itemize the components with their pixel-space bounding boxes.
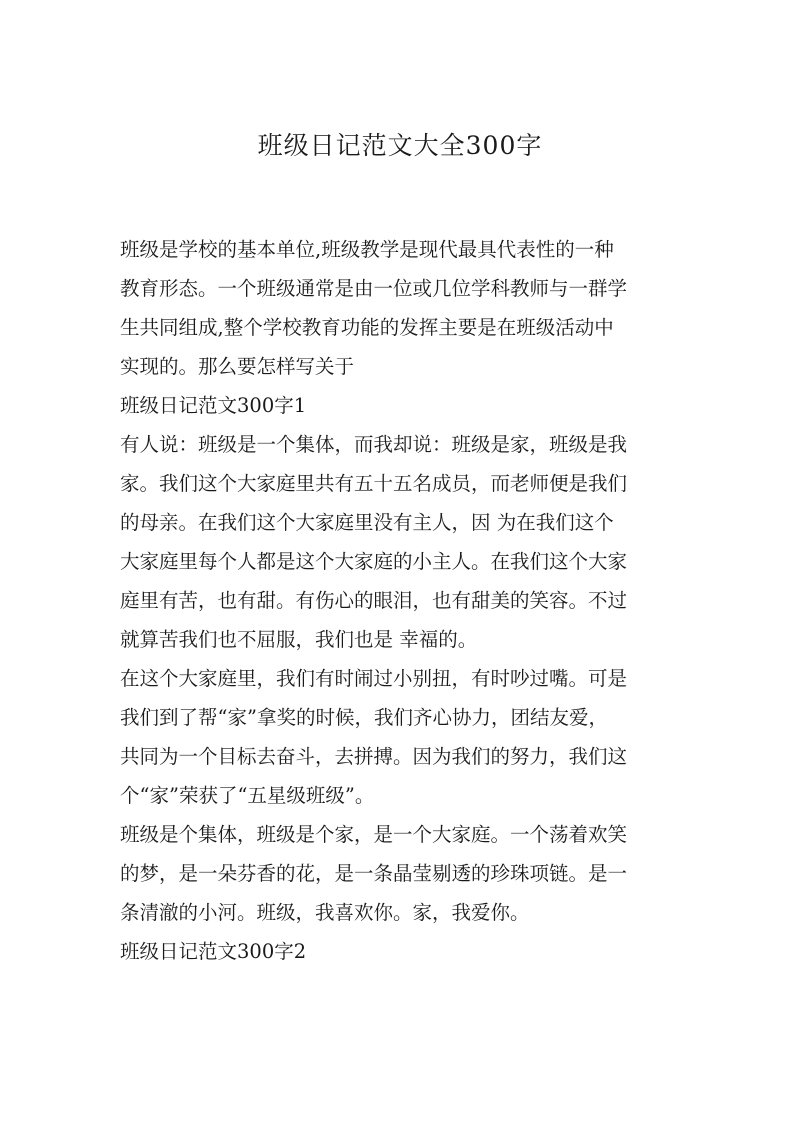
text-line: 我们到了帮“家”拿奖的时候，我们齐心协力，团结友爱， xyxy=(120,706,608,729)
document-body xyxy=(120,230,685,971)
text-line: 共同为一个目标去奋斗，去拼搏。因为我们的努力，我们这 xyxy=(120,745,628,768)
text-line: 就算苦我们也不屈服，我们也是 幸福的。 xyxy=(120,628,478,651)
text-line: 有人说：班级是一个集体，而我却说：班级是家，班级是我 xyxy=(120,433,628,456)
text-line: 条清澈的小河。班级，我喜欢你。家，我爱你。 xyxy=(120,901,530,924)
text-line: 大家庭里每个人都是这个大家庭的小主人。在我们这个大家 xyxy=(120,550,628,573)
text-line: 班级是个集体，班级是个家，是一个大家庭。一个荡着欢笑 xyxy=(120,823,628,846)
section-heading-2: 班级日记范文300字2 xyxy=(120,940,307,963)
text-line: 个“家”荣获了“五星级班级”。 xyxy=(120,784,375,807)
text-line: 生共同组成,整个学校教育功能的发挥主要是在班级活动中 xyxy=(120,316,614,339)
document-title: 班级日记范文大全300字 xyxy=(257,131,543,160)
section-heading-1: 班级日记范文300字1 xyxy=(120,394,307,417)
text-line: 班级是学校的基本单位,班级教学是现代最具代表性的一种 xyxy=(120,238,614,261)
text-line: 教育形态。一个班级通常是由一位或几位学科教师与一群学 xyxy=(120,277,628,300)
text-line: 的梦，是一朵芬香的花，是一条晶莹剔透的珍珠项链。是一 xyxy=(120,862,628,885)
text-line: 实现的。那么要怎样写关于 xyxy=(120,355,355,378)
text-line: 的母亲。在我们这个大家庭里没有主人，因 为在我们这个 xyxy=(120,511,614,534)
text-line: 家。我们这个大家庭里共有五十五名成员，而老师便是我们 xyxy=(120,472,628,495)
text-line: 在这个大家庭里，我们有时闹过小别扭，有时吵过嘴。可是 xyxy=(120,667,628,690)
text-line: 庭里有苦，也有甜。有伤心的眼泪，也有甜美的笑容。不过 xyxy=(120,589,628,612)
